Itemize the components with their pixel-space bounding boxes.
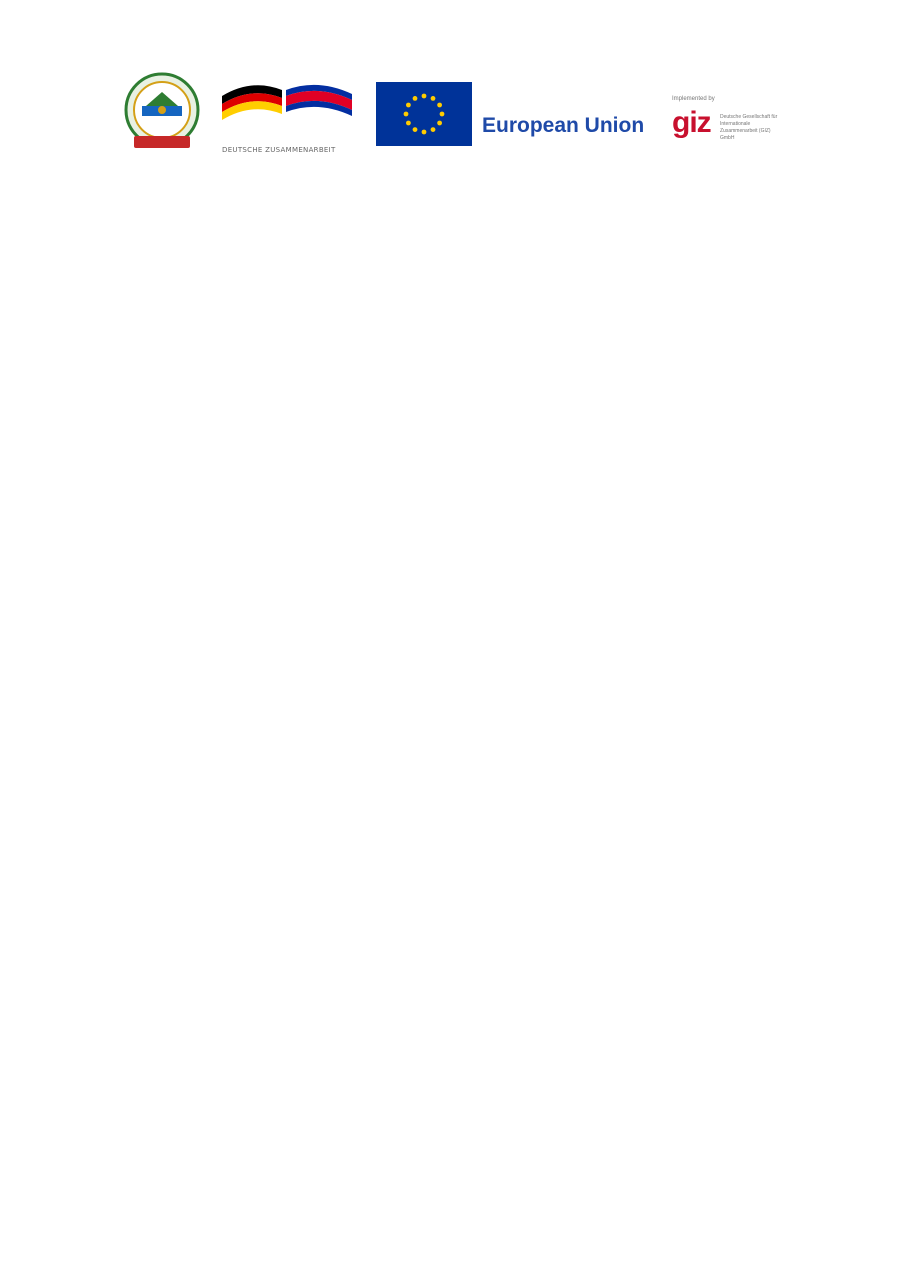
paragraph-6 [84,1044,814,1164]
paragraph-2 [84,530,814,584]
ministry-seal-icon [116,70,208,158]
paragraph-4 [84,728,814,888]
paragraph-3 [84,596,814,704]
german-cooperation-label: DEUTSCHE ZUSAMMENARBEIT [222,146,336,154]
giz-implemented-by: Implemented by [672,96,715,102]
giz-description: Deutsche Gesellschaft für Internationale Zusammenarbeit (GIZ) GmbH [720,114,778,141]
giz-logo: giz [672,106,711,139]
paragraph-1 [84,320,814,506]
paragraph-5 [84,912,814,1022]
eu-flag-icon [376,82,472,146]
eu-name-english: European Union [482,114,645,137]
logo-bar [0,0,905,170]
german-cooperation-flag-icon [218,76,355,120]
